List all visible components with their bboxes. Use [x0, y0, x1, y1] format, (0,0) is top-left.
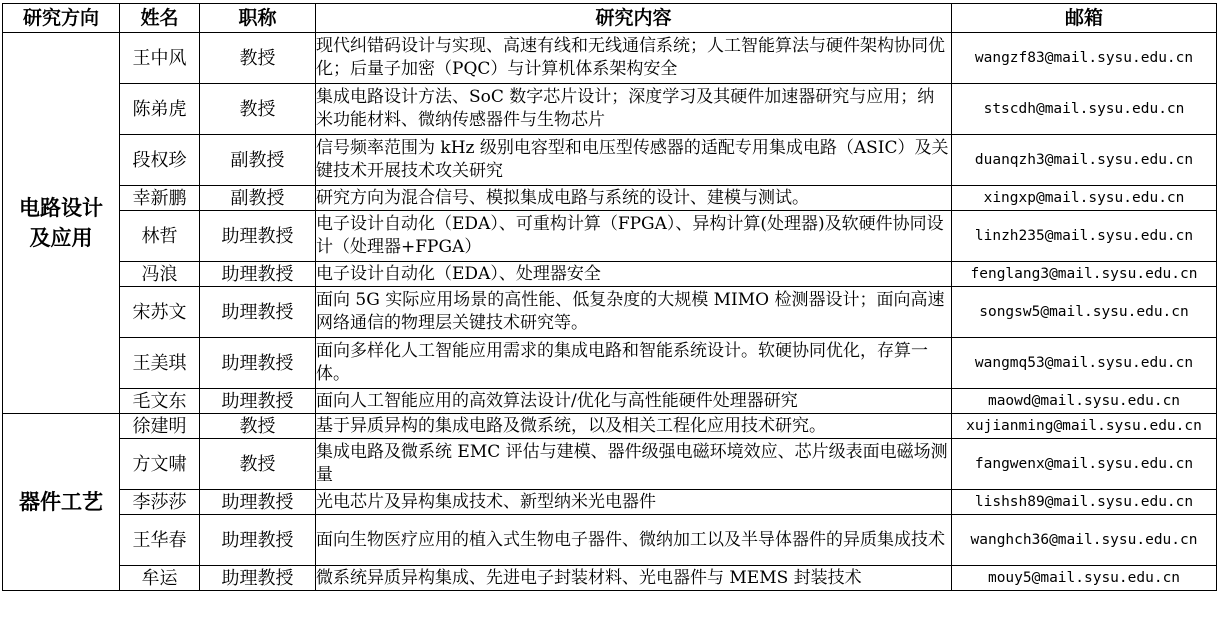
email-cell[interactable]: wanghch36@mail.sysu.edu.cn — [952, 515, 1217, 566]
table-row — [3, 186, 1217, 211]
table-row — [3, 287, 1217, 338]
header-row — [3, 4, 1217, 33]
header-title: 职称 — [200, 4, 316, 33]
direction-label: 器件工艺 — [19, 490, 103, 514]
title-cell: 助理教授 — [200, 389, 316, 414]
email-cell[interactable]: xingxp@mail.sysu.edu.cn — [952, 186, 1217, 211]
name-cell: 李莎莎 — [120, 490, 200, 515]
title-cell: 助理教授 — [200, 262, 316, 287]
table-row — [3, 414, 1217, 439]
name-cell: 冯浪 — [120, 262, 200, 287]
name-cell: 王中风 — [120, 33, 200, 84]
title-cell: 教授 — [200, 439, 316, 490]
direction-cell — [3, 414, 120, 591]
title-cell: 助理教授 — [200, 338, 316, 389]
direction-cell — [3, 33, 120, 414]
title-cell: 助理教授 — [200, 490, 316, 515]
research-cell: 集成电路设计方法、SoC 数字芯片设计；深度学习及其硬件加速器研究与应用；纳米功能材料、微纳传感器件与生物芯片 — [316, 84, 952, 135]
research-cell: 面向人工智能应用的高效算法设计/优化与高性能硬件处理器研究 — [316, 389, 952, 414]
email-cell[interactable]: lishsh89@mail.sysu.edu.cn — [952, 490, 1217, 515]
name-cell: 毛文东 — [120, 389, 200, 414]
title-cell: 教授 — [200, 33, 316, 84]
email-cell[interactable]: wangzf83@mail.sysu.edu.cn — [952, 33, 1217, 84]
title-cell: 助理教授 — [200, 566, 316, 591]
email-cell[interactable]: xujianming@mail.sysu.edu.cn — [952, 414, 1217, 439]
title-cell: 助理教授 — [200, 287, 316, 338]
direction-label: 电路设计及应用 — [19, 196, 103, 250]
name-cell: 段权珍 — [120, 135, 200, 186]
table-row — [3, 389, 1217, 414]
header-research: 研究内容 — [316, 4, 952, 33]
email-cell[interactable]: stscdh@mail.sysu.edu.cn — [952, 84, 1217, 135]
research-cell: 信号频率范围为 kHz 级别电容型和电压型传感器的适配专用集成电路（ASIC）及关键技术开展技术攻关研究 — [316, 135, 952, 186]
table-row — [3, 439, 1217, 490]
email-cell[interactable]: duanqzh3@mail.sysu.edu.cn — [952, 135, 1217, 186]
table-row — [3, 135, 1217, 186]
name-cell: 牟运 — [120, 566, 200, 591]
email-cell[interactable]: songsw5@mail.sysu.edu.cn — [952, 287, 1217, 338]
title-cell: 助理教授 — [200, 515, 316, 566]
title-cell: 副教授 — [200, 135, 316, 186]
email-cell[interactable]: fenglang3@mail.sysu.edu.cn — [952, 262, 1217, 287]
table-row — [3, 490, 1217, 515]
table-row — [3, 262, 1217, 287]
name-cell: 方文啸 — [120, 439, 200, 490]
table-row — [3, 211, 1217, 262]
name-cell: 王华春 — [120, 515, 200, 566]
research-cell: 现代纠错码设计与实现、高速有线和无线通信系统；人工智能算法与硬件架构协同优化；后量子加密（PQC）与计算机体系架构安全 — [316, 33, 952, 84]
header-name: 姓名 — [120, 4, 200, 33]
email-cell[interactable]: fangwenx@mail.sysu.edu.cn — [952, 439, 1217, 490]
research-cell: 面向生物医疗应用的植入式生物电子器件、微纳加工以及半导体器件的异质集成技术 — [316, 515, 952, 566]
email-cell[interactable]: wangmq53@mail.sysu.edu.cn — [952, 338, 1217, 389]
research-cell: 面向 5G 实际应用场景的高性能、低复杂度的大规模 MIMO 检测器设计；面向高速网络通信的物理层关键技术研究等。 — [316, 287, 952, 338]
title-cell: 副教授 — [200, 186, 316, 211]
research-cell: 电子设计自动化（EDA）、处理器安全 — [316, 262, 952, 287]
research-cell: 集成电路及微系统 EMC 评估与建模、器件级强电磁环境效应、芯片级表面电磁场测量 — [316, 439, 952, 490]
title-cell: 教授 — [200, 414, 316, 439]
title-cell: 助理教授 — [200, 211, 316, 262]
header-direction: 研究方向 — [3, 4, 120, 33]
research-cell: 研究方向为混合信号、模拟集成电路与系统的设计、建模与测试。 — [316, 186, 952, 211]
name-cell: 幸新鹏 — [120, 186, 200, 211]
table-row — [3, 515, 1217, 566]
header-email: 邮箱 — [952, 4, 1217, 33]
table-row — [3, 338, 1217, 389]
research-cell: 微系统异质异构集成、先进电子封装材料、光电器件与 MEMS 封装技术 — [316, 566, 952, 591]
email-cell[interactable]: mouy5@mail.sysu.edu.cn — [952, 566, 1217, 591]
table-row — [3, 33, 1217, 84]
name-cell: 陈弟虎 — [120, 84, 200, 135]
title-cell: 教授 — [200, 84, 316, 135]
research-cell: 面向多样化人工智能应用需求的集成电路和智能系统设计。软硬协同优化，存算一体。 — [316, 338, 952, 389]
faculty-research-table — [2, 3, 1217, 591]
research-cell: 光电芯片及异构集成技术、新型纳米光电器件 — [316, 490, 952, 515]
table-row — [3, 84, 1217, 135]
email-cell[interactable]: linzh235@mail.sysu.edu.cn — [952, 211, 1217, 262]
email-cell[interactable]: maowd@mail.sysu.edu.cn — [952, 389, 1217, 414]
name-cell: 王美琪 — [120, 338, 200, 389]
name-cell: 宋苏文 — [120, 287, 200, 338]
name-cell: 林哲 — [120, 211, 200, 262]
research-cell: 基于异质异构的集成电路及微系统，以及相关工程化应用技术研究。 — [316, 414, 952, 439]
name-cell: 徐建明 — [120, 414, 200, 439]
research-cell: 电子设计自动化（EDA）、可重构计算（FPGA）、异构计算(处理器)及软硬件协同设计（处理器+FPGA） — [316, 211, 952, 262]
table-row — [3, 566, 1217, 591]
